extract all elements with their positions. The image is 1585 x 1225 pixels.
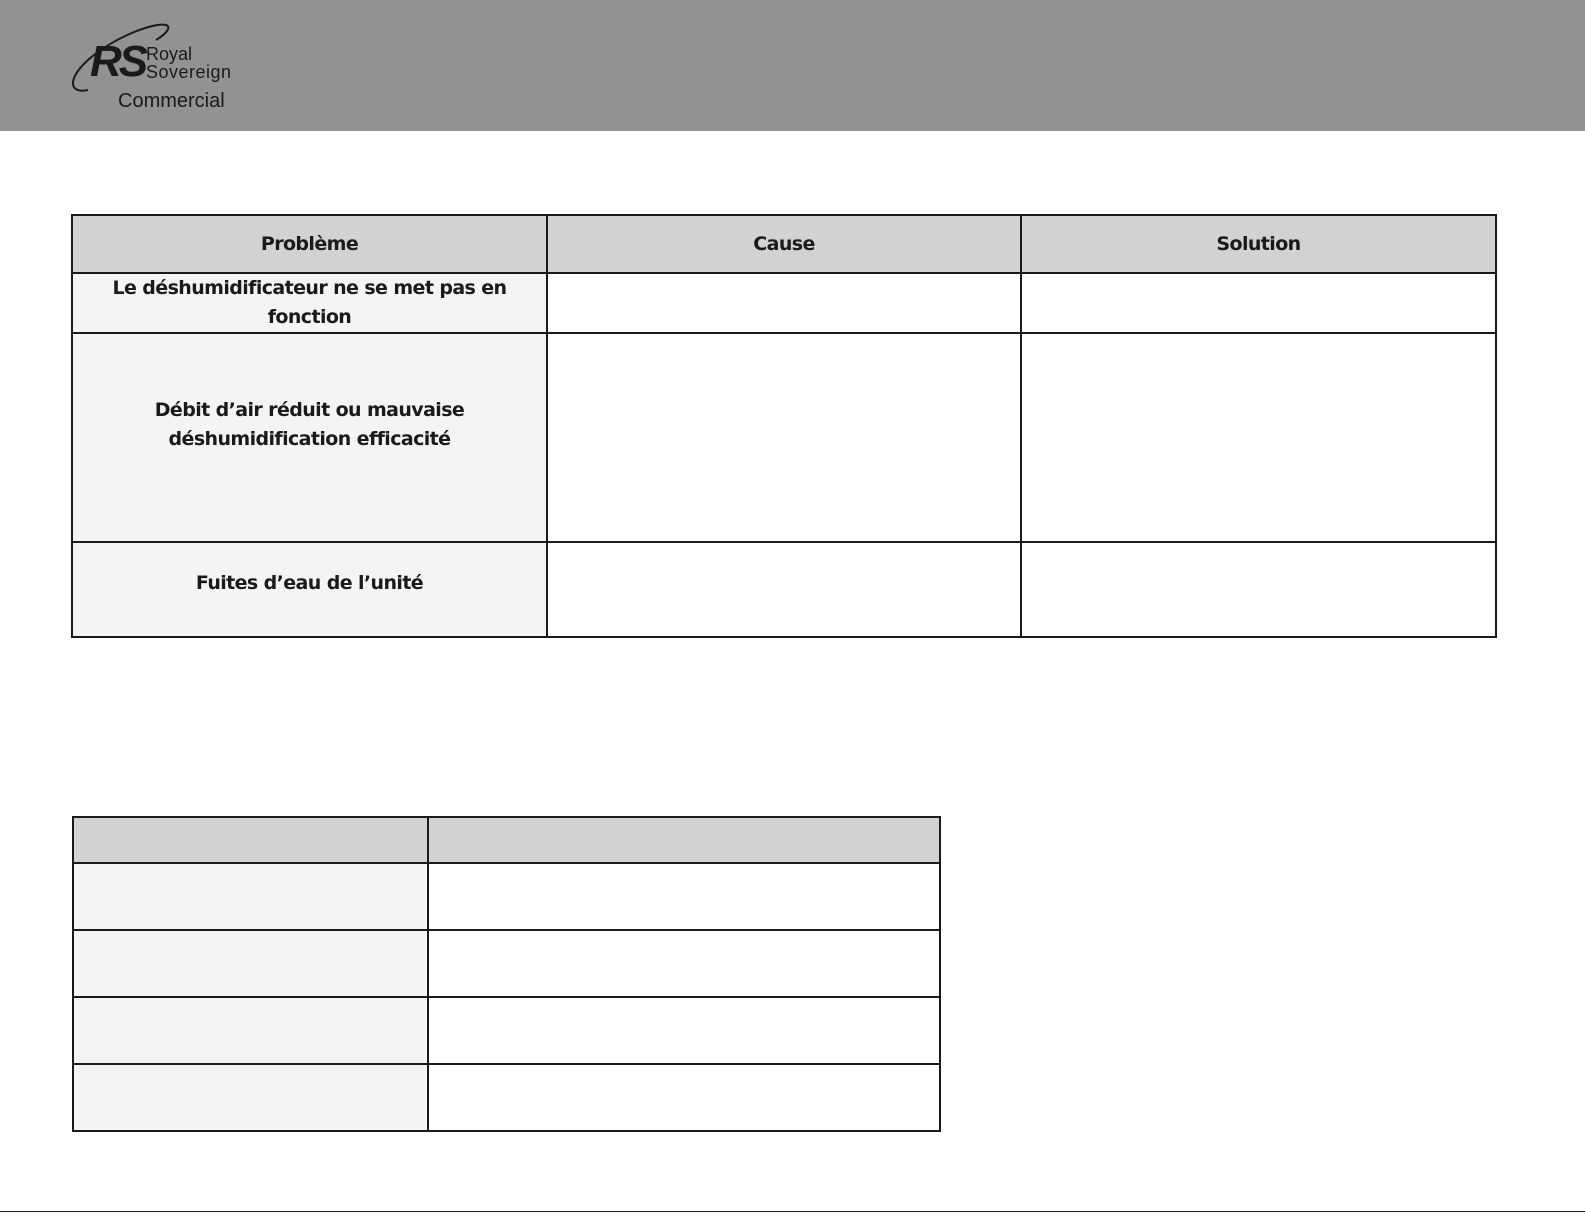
secondary-table xyxy=(72,816,941,1132)
header-problem: Problème xyxy=(72,215,547,273)
problem-cell: Le déshumidificateur ne se met pas en fonction xyxy=(72,273,547,333)
cause-cell xyxy=(547,273,1021,333)
right-cell xyxy=(428,863,940,930)
table-row xyxy=(72,273,1496,333)
bottom-rule xyxy=(0,1211,1585,1212)
header-right xyxy=(428,817,940,863)
left-cell xyxy=(73,930,428,997)
problem-cell: Débit d’air réduit ou mauvaise déshumidification efficacité xyxy=(72,333,547,542)
logo-text-sovereign: Sovereign xyxy=(146,62,232,82)
table-row xyxy=(72,542,1496,637)
cause-cell xyxy=(547,333,1021,542)
left-cell xyxy=(73,863,428,930)
table-row xyxy=(73,930,940,997)
cause-cell xyxy=(547,542,1021,637)
troubleshooting-table xyxy=(71,214,1497,638)
header-cause: Cause xyxy=(547,215,1021,273)
header-solution: Solution xyxy=(1021,215,1496,273)
logo-text-royal: Royal xyxy=(146,44,193,64)
header-left xyxy=(73,817,428,863)
table-header-row xyxy=(73,817,940,863)
right-cell xyxy=(428,930,940,997)
solution-cell xyxy=(1021,333,1496,542)
left-cell xyxy=(73,997,428,1064)
right-cell xyxy=(428,1064,940,1131)
table-row xyxy=(72,333,1496,542)
solution-cell xyxy=(1021,542,1496,637)
problem-cell: Fuites d’eau de l’unité xyxy=(72,542,547,637)
solution-cell xyxy=(1021,273,1496,333)
table-row xyxy=(73,863,940,930)
table-row xyxy=(73,997,940,1064)
right-cell xyxy=(428,997,940,1064)
table-row xyxy=(73,1064,940,1131)
table-header-row xyxy=(72,215,1496,273)
left-cell xyxy=(73,1064,428,1131)
logo-mark: RS xyxy=(90,37,146,86)
logo-text-commercial: Commercial xyxy=(118,90,225,112)
brand-logo xyxy=(68,20,268,116)
